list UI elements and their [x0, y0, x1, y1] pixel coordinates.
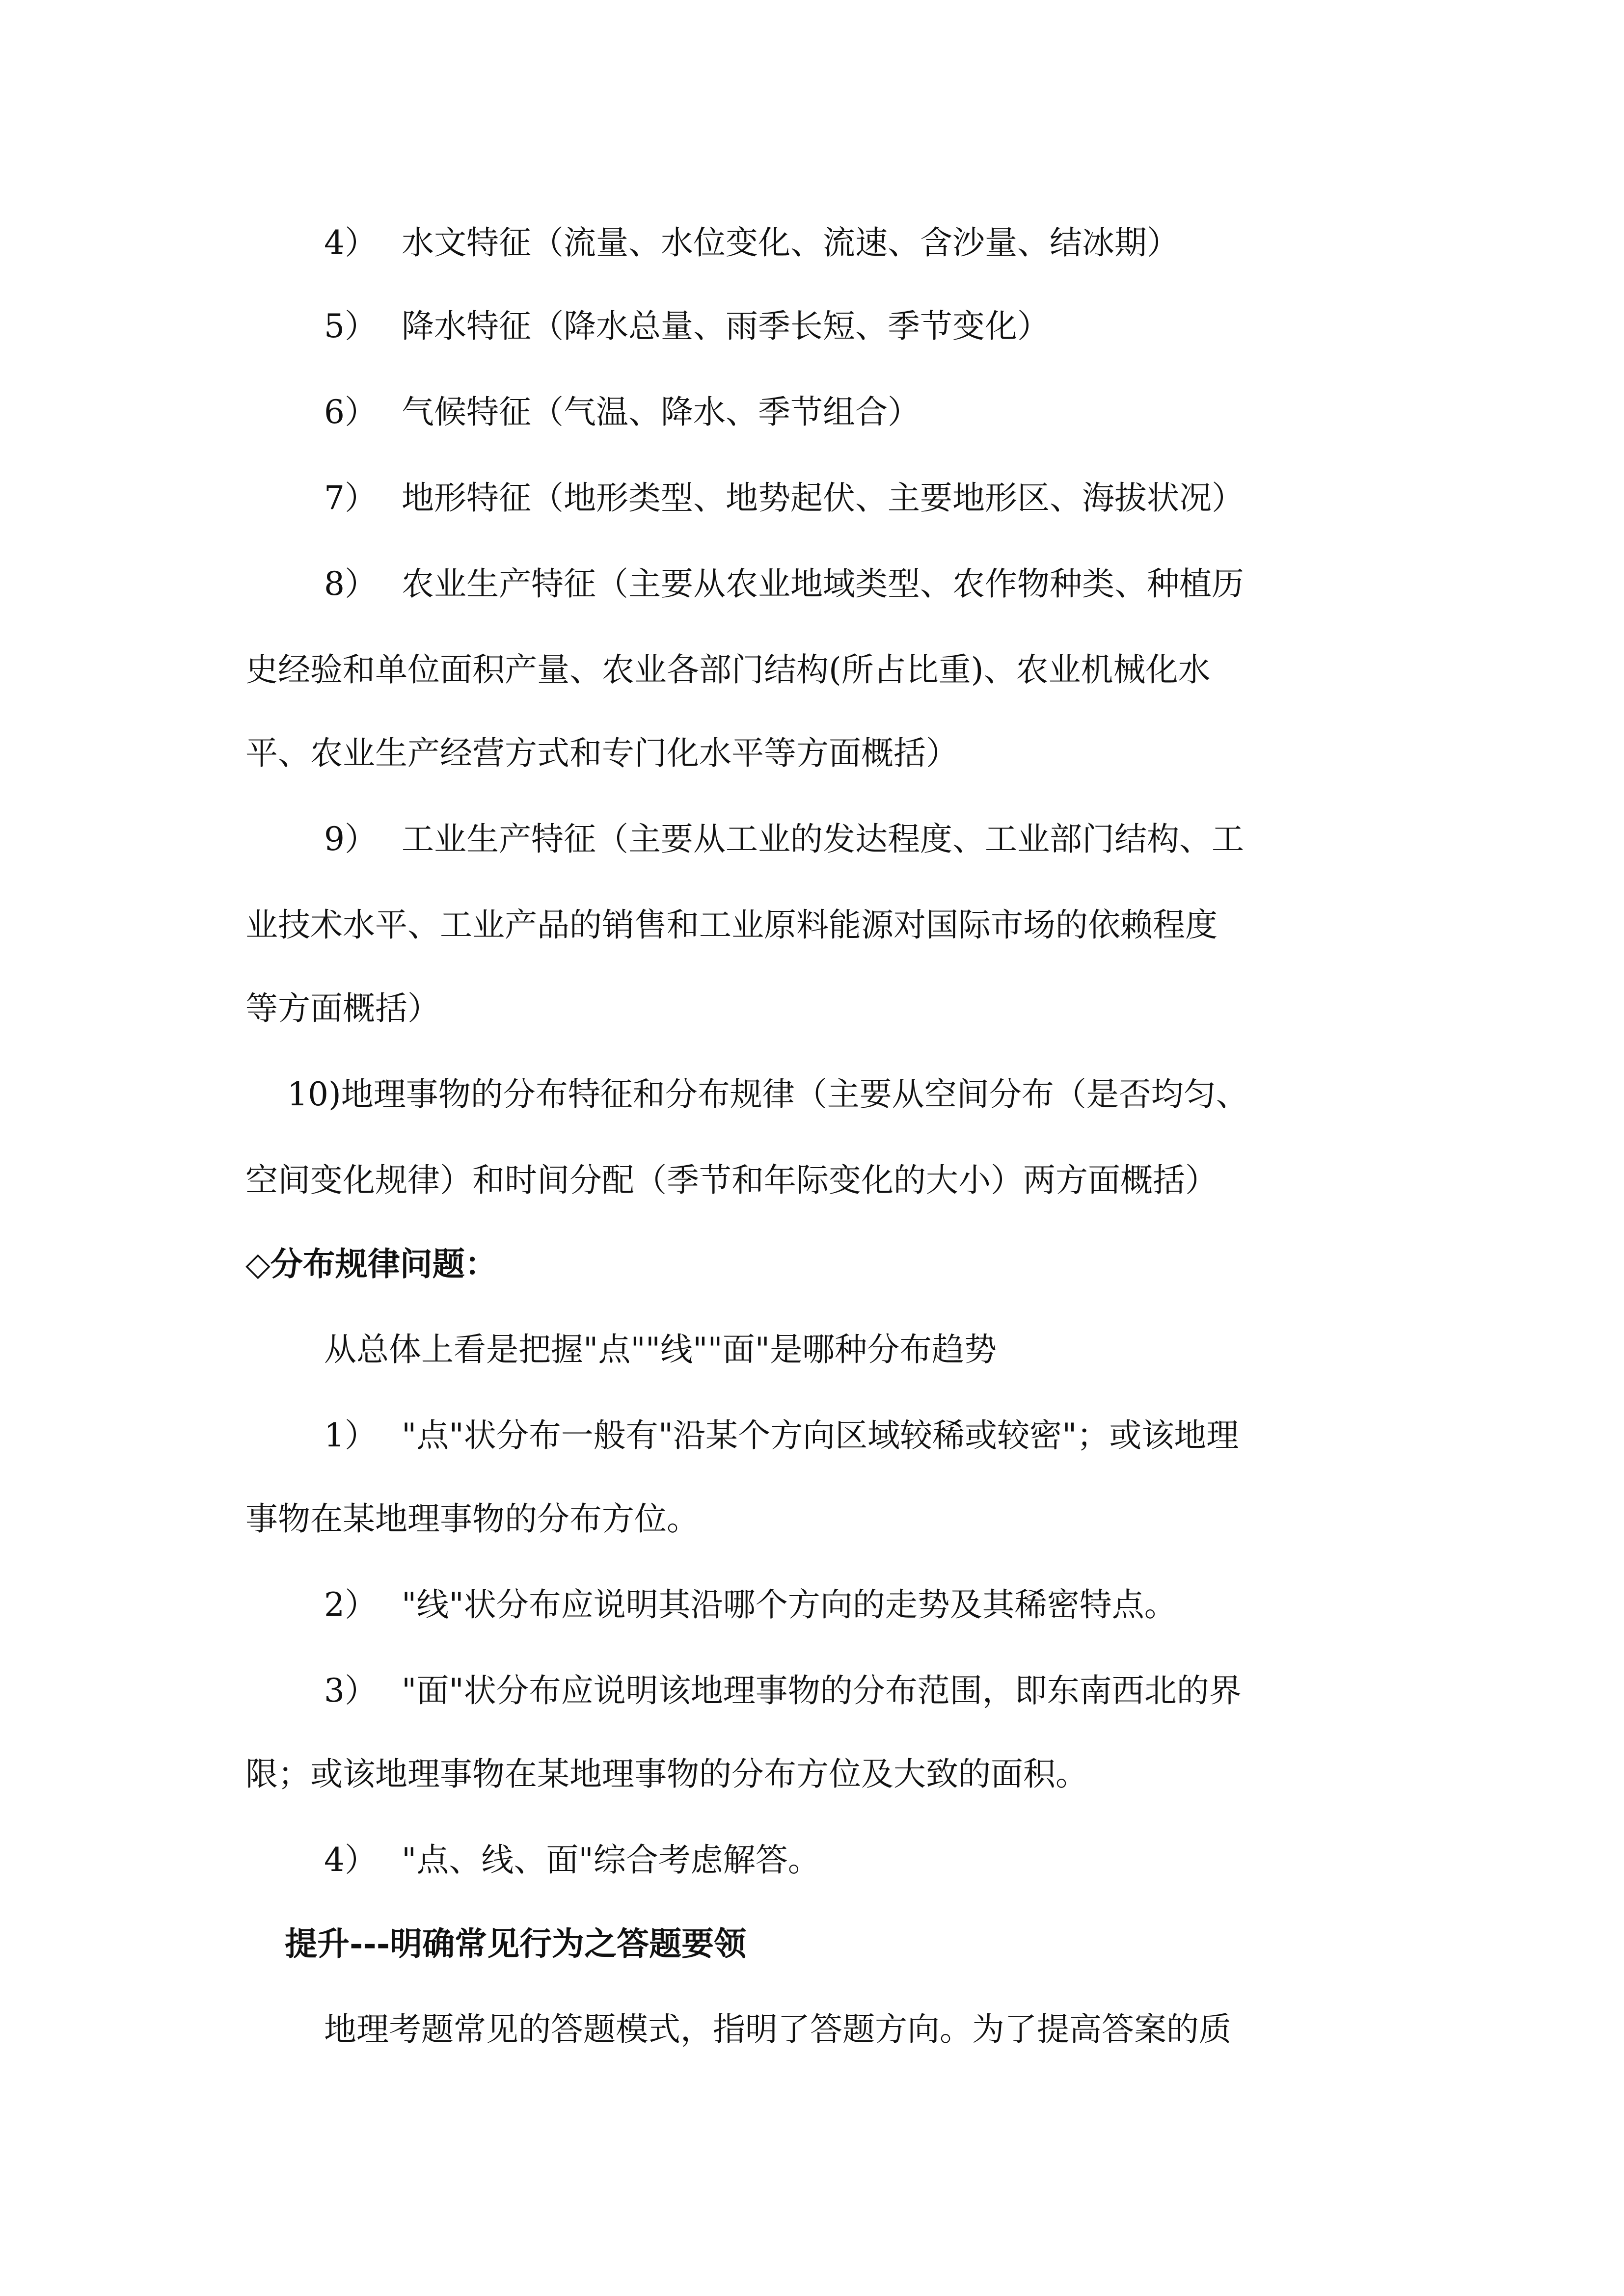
rule-number: 3） [324, 1672, 377, 1709]
list-item-5 [324, 297, 1050, 356]
item-number: 9） [324, 820, 377, 858]
list-item-4 [324, 214, 1179, 272]
rule-3-continuation: 限；或该地理事物在某地理事物的分布方位及大致的面积。 [245, 1755, 1088, 1793]
list-item-10: 10)地理事物的分布特征和分布规律（主要从空间分布（是否均匀、 [287, 1075, 1248, 1113]
item-text: 气候特征（气温、降水、季节组合） [402, 393, 920, 431]
rule-1-continuation: 事物在某地理事物的分布方位。 [245, 1500, 699, 1538]
intro-paragraph: 从总体上看是把握"点""线""面"是哪种分布趋势 [324, 1331, 997, 1368]
list-item-9 [324, 810, 1244, 869]
rule-number: 4） [324, 1841, 377, 1879]
rule-2 [324, 1575, 1177, 1634]
rule-number: 1） [324, 1416, 377, 1454]
item-text: 农业生产特征（主要从农业地域类型、农作物种类、种植历 [402, 565, 1244, 603]
section-heading-distribution: ◇分布规律问题： [245, 1245, 497, 1283]
item-text: 水文特征（流量、水位变化、流速、含沙量、结冰期） [402, 224, 1179, 262]
list-item-9-continuation: 业技术水平、工业产品的销售和工业原料能源对国际市场的依赖程度 [245, 906, 1218, 944]
list-item-9-continuation: 等方面概括） [245, 989, 440, 1027]
rule-text: "面"状分布应说明该地理事物的分布范围，即东南西北的界 [402, 1672, 1242, 1709]
item-number: 5） [324, 307, 377, 345]
list-item-8 [324, 555, 1244, 614]
list-item-7 [324, 469, 1244, 528]
list-item-6 [324, 383, 920, 442]
rule-3 [324, 1661, 1242, 1720]
rule-1 [324, 1406, 1239, 1465]
rule-text: "点"状分布一般有"沿某个方向区域较稀或较密"；或该地理 [402, 1416, 1239, 1454]
item-number: 4） [324, 224, 377, 262]
rule-text: "线"状分布应说明其沿哪个方向的走势及其稀密特点。 [402, 1586, 1177, 1624]
list-item-10-continuation: 空间变化规律）和时间分配（季节和年际变化的大小）两方面概括） [245, 1161, 1218, 1199]
closing-paragraph: 地理考题常见的答题模式，指明了答题方向。为了提高答案的质 [324, 2010, 1231, 2048]
item-number: 8） [324, 565, 377, 603]
rule-text: "点、线、面"综合考虑解答。 [402, 1841, 820, 1879]
item-number: 6） [324, 393, 377, 431]
rule-4 [324, 1831, 820, 1890]
item-number: 7） [324, 479, 377, 517]
item-text: 降水特征（降水总量、雨季长短、季节变化） [402, 307, 1050, 345]
rule-number: 2） [324, 1586, 377, 1624]
section-heading-upgrade: 提升---明确常见行为之答题要领 [285, 1924, 747, 1963]
item-text: 地形特征（地形类型、地势起伏、主要地形区、海拔状况） [402, 479, 1244, 517]
item-text: 工业生产特征（主要从工业的发达程度、工业部门结构、工 [402, 820, 1244, 858]
list-item-8-continuation: 平、农业生产经营方式和专门化水平等方面概括） [245, 734, 958, 772]
list-item-8-continuation: 史经验和单位面积产量、农业各部门结构(所占比重)、农业机械化水 [245, 651, 1211, 689]
